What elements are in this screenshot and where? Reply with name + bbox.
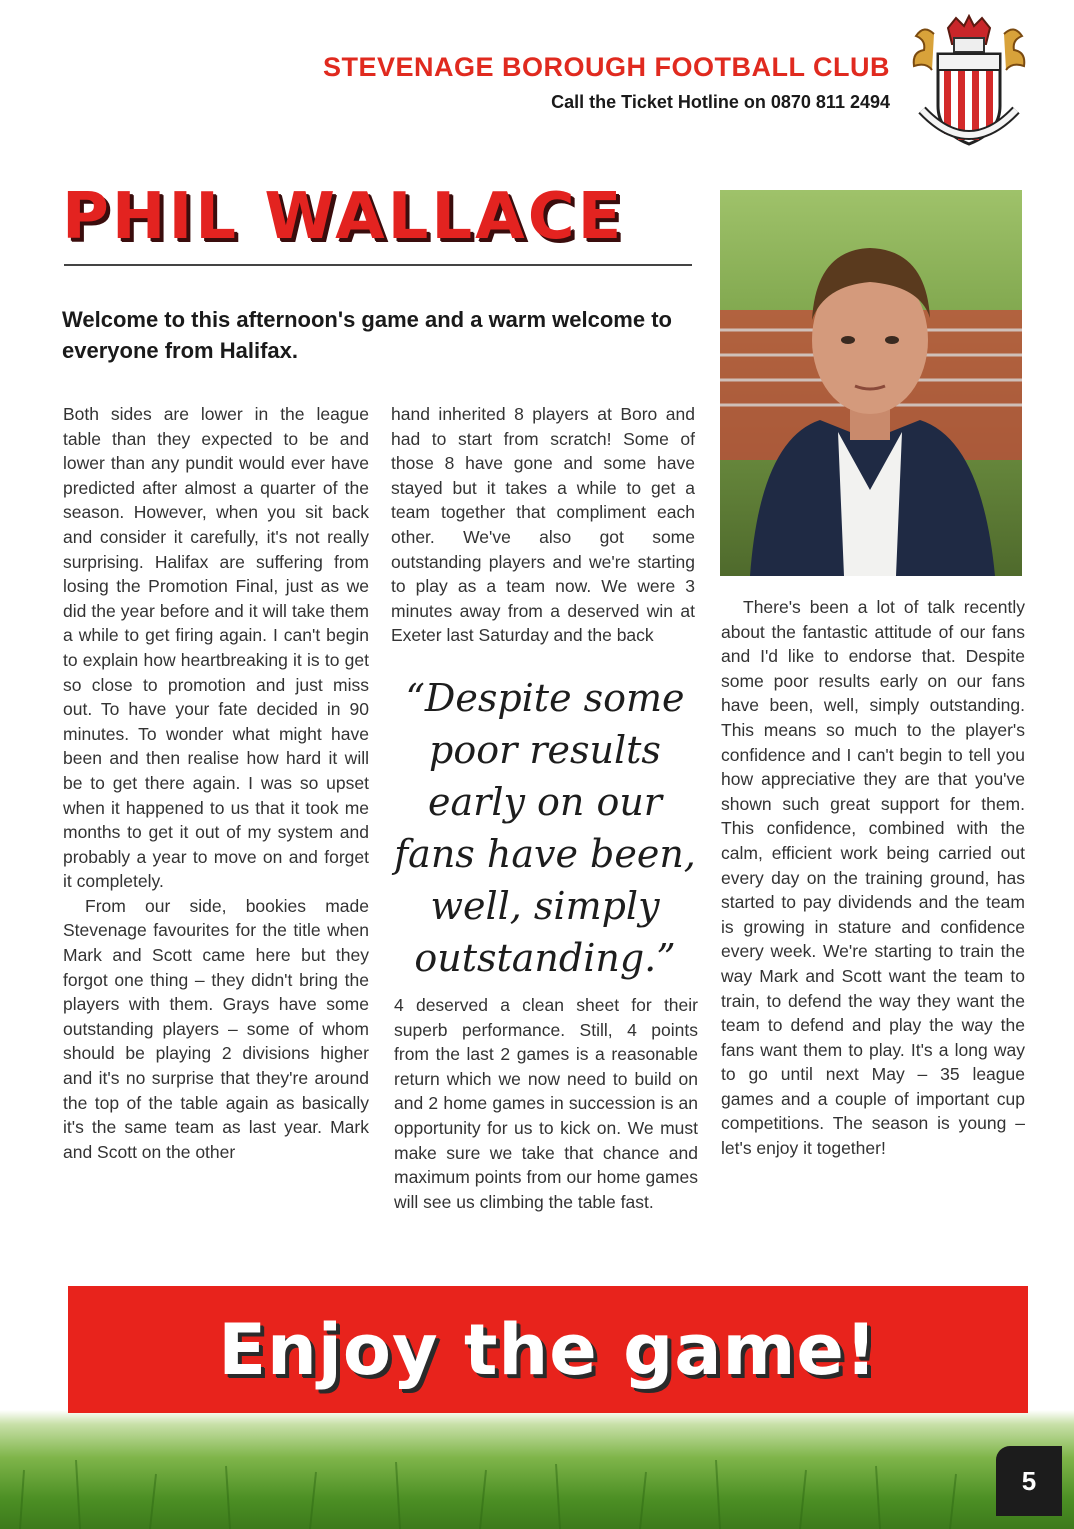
club-name: STEVENAGE BOROUGH FOOTBALL CLUB xyxy=(322,52,890,82)
grass-background xyxy=(0,1410,1074,1529)
manager-photo xyxy=(720,190,1022,576)
article-column-3 xyxy=(721,595,1025,1161)
paragraph: There's been a lot of talk recently about the fantastic attitude of our fans and I'd like to endorse that. Despite some poor results early on our fans have been, well, simply outstanding. This means so much to the player's confidence and I can't begin to tell you how appreciative they are that you've shown such great support for them. This confidence, combined with the calm, efficient work being carried out every day on the training ground, has started to pay dividends and the team is growing in stature and confidence every week. We're starting to train the way Mark and Scott want the team to train, to defend the way they want the team to defend and play the way the fans want them to play. It's a long way to go until next May – 35 league games and a couple of important cup competitions. The season is young – let's enjoy it together! xyxy=(721,597,1025,1159)
enjoy-banner xyxy=(68,1286,1028,1413)
ticket-hotline: Call the Ticket Hotline on 0870 811 2494 xyxy=(551,92,890,112)
article-column-1 xyxy=(63,402,369,1164)
paragraph: 4 deserved a clean sheet for their superb performance. Still, 4 points from the last 2 games is a reasonable return which we now need to build on and 2 home games in succession is an opportunity for us to kick on. We must make sure we take that chance and maximum points from our home games will see us climbing the table fast. xyxy=(394,995,698,1212)
title-divider xyxy=(64,264,692,266)
article-intro: Welcome to this afternoon's game and a warm welcome to everyone from Halifax. xyxy=(62,307,672,363)
paragraph: Both sides are lower in the league table than they expected to be and lower than any pundit would ever have predicted after almost a quarter of the season. However, when you sit back and consider it carefully, it's not really surprising. Halifax are suffering from losing the Promotion Final, just as we did the year before and it will take them a while to get firing again. I can't begin to explain how heartbreaking it is to get so close to promotion and just miss out. To have your fate decided in 90 minutes. To wonder what might have been and then realise how hard it will be to get there again. I was so upset when it happened to us that it took me months to get it out of my system and probably a year to move on and forget it completely. xyxy=(63,404,369,892)
article-column-2-top xyxy=(391,402,695,648)
article-title: PHIL WALLACE xyxy=(62,180,625,254)
club-crest-icon xyxy=(904,14,1034,154)
paragraph: From our side, bookies made Stevenage favourites for the title when Mark and Scott came here but they forgot one thing – they didn't bring the players with them. Grays have some outstanding players – some of whom should be playing 2 divisions higher and it's no surprise that they're around the top of the table again as basically it's the same team as last year. Mark and Scott on the other xyxy=(63,895,369,1162)
banner-text: Enjoy the game! xyxy=(218,1308,878,1391)
page-number: 5 xyxy=(996,1446,1062,1516)
paragraph: hand inherited 8 players at Boro and had to start from scratch! Some of those 8 have gone and some have stayed but it takes a while to get a team together that compliment each other. We've also got some outstanding players and we're starting to play as a team now. We were 3 minutes away from a deserved win at Exeter last Saturday and the back xyxy=(391,404,695,646)
pull-quote: “Despite some poor results early on our fans have been, well, simply outstanding.” xyxy=(394,676,696,980)
article-column-2-bottom xyxy=(394,993,698,1214)
